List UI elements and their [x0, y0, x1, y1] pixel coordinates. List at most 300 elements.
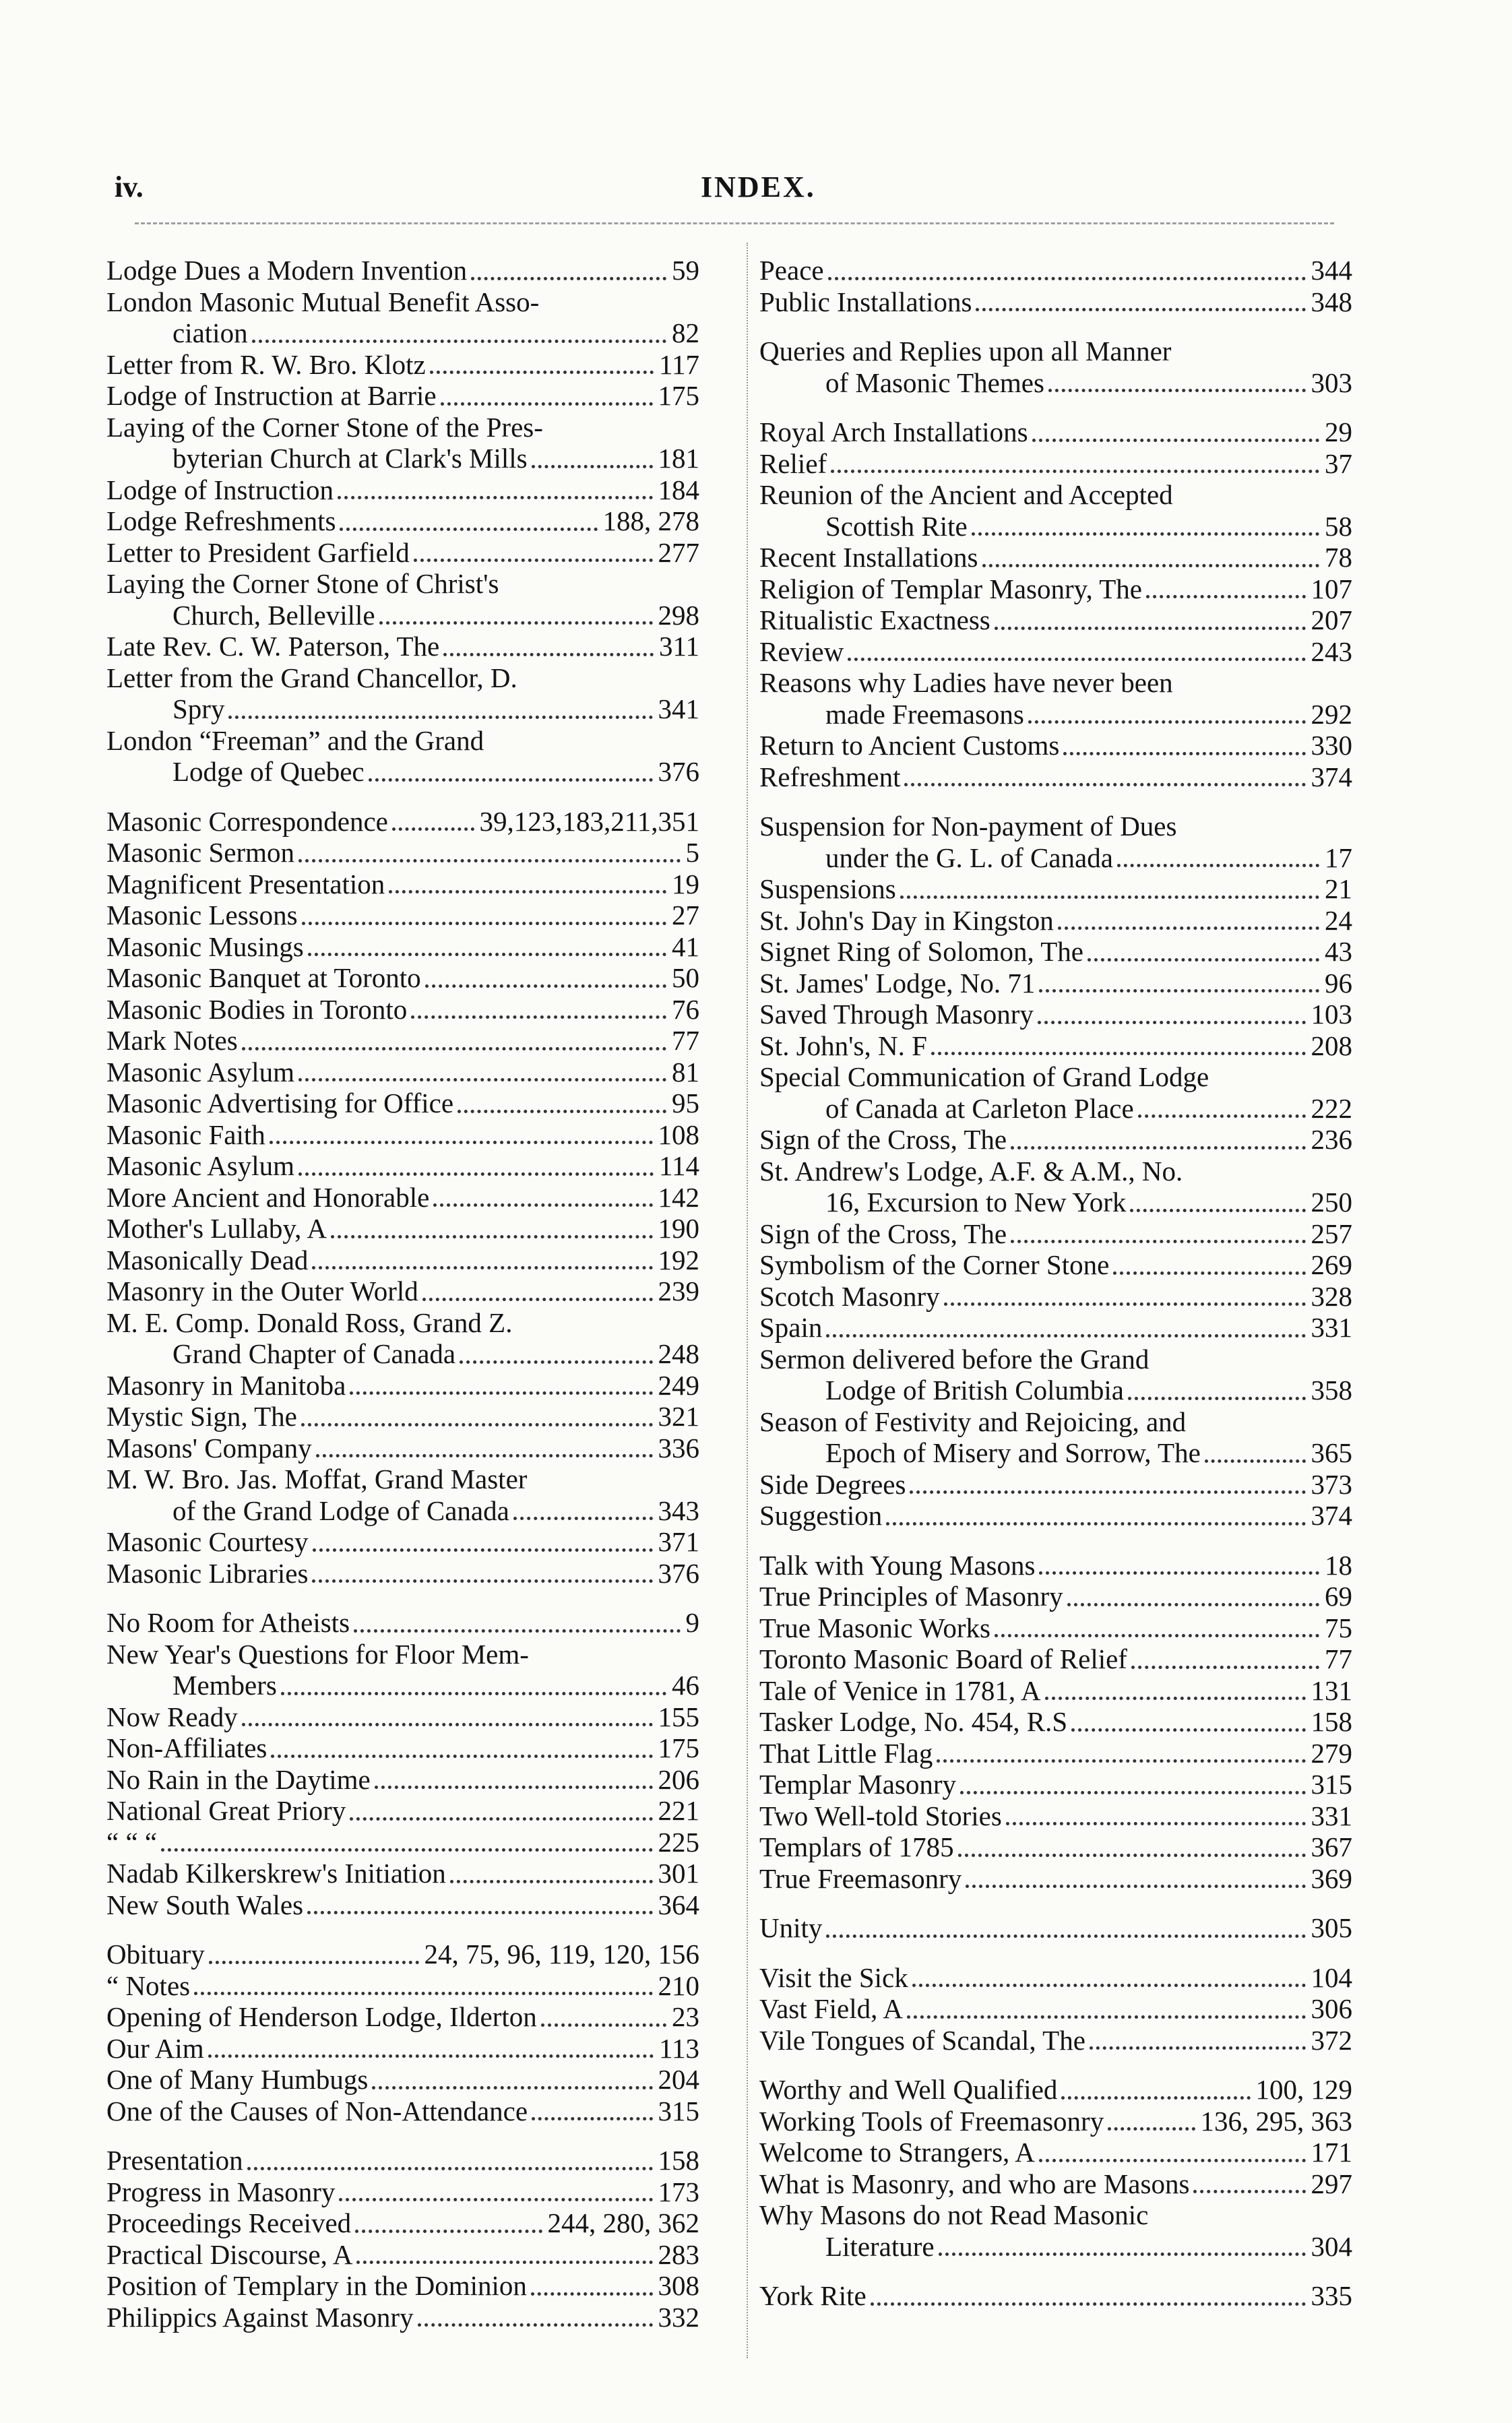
index-entry [759, 1706, 1352, 1738]
index-entry [106, 2064, 699, 2096]
dot-leader [960, 1784, 1305, 1794]
entry-page: 207 [1311, 604, 1352, 635]
entry-page: 100, 129 [1255, 2074, 1352, 2105]
index-entry [759, 1738, 1352, 1769]
index-entry [106, 806, 699, 838]
index-entry-continuation [759, 367, 1352, 399]
entry-page: 332 [658, 2301, 699, 2333]
index-entry [759, 1469, 1352, 1501]
entry-page: 344 [1311, 255, 1352, 286]
entry-page: 39,123,183,211,351 [479, 805, 699, 837]
dot-leader [1138, 1108, 1306, 1118]
index-entry [759, 2137, 1352, 2168]
entry-title: Sign of the Cross, The [759, 1218, 1007, 1249]
index-entry [759, 1344, 1352, 1375]
dot-leader [910, 1484, 1305, 1494]
index-entry [759, 1249, 1352, 1281]
entry-title: Unity [759, 1912, 823, 1943]
dot-leader [532, 2110, 652, 2120]
index-entry [759, 573, 1352, 605]
dot-leader [450, 1873, 653, 1883]
index-entry [759, 636, 1352, 668]
dot-leader [312, 1259, 652, 1269]
dot-leader [1117, 857, 1319, 867]
dot-leader [271, 1748, 652, 1758]
entry-page: 236 [1311, 1124, 1352, 1155]
index-entry [759, 336, 1352, 367]
index-entry [106, 1701, 699, 1733]
index-group [759, 811, 1352, 1532]
dot-leader [826, 1928, 1305, 1938]
entry-title: Masonic Sermon [106, 837, 294, 868]
index-entry [106, 1970, 699, 2002]
entry-title: Tasker Lodge, No. 454, R.S [759, 1706, 1068, 1737]
entry-title: 16, Excursion to New York [825, 1187, 1127, 1218]
index-entry [759, 286, 1352, 318]
entry-page: 297 [1311, 2168, 1352, 2199]
entry-page: 250 [1311, 1187, 1352, 1218]
entry-title: Masonic Asylum [106, 1056, 295, 1088]
entry-title: Obituary [106, 1939, 205, 1970]
index-entry-continuation [759, 511, 1352, 542]
dot-leader [931, 1045, 1306, 1055]
entry-title: Suspensions [759, 873, 896, 904]
entry-title: Season of Festivity and Rejoicing, and [759, 1406, 1187, 1437]
index-entry [759, 1406, 1352, 1438]
dot-leader [886, 1515, 1305, 1525]
entry-page: 81 [672, 1056, 699, 1088]
dot-leader [1048, 382, 1306, 392]
header-rule [135, 222, 1334, 224]
index-entry [106, 2145, 699, 2176]
entry-title: byterian Church at Clark's Mills [172, 443, 528, 474]
entry-page: 306 [1311, 1993, 1352, 2024]
entry-title: Lodge Refreshments [106, 505, 336, 536]
entry-title: Saved Through Masonry [759, 999, 1034, 1030]
entry-page: 190 [658, 1213, 699, 1244]
entry-title: Welcome to Strangers, A [759, 2137, 1035, 2168]
entry-title: Talk with Young Masons [759, 1549, 1036, 1581]
entry-title: Masonic Advertising for Office [106, 1088, 454, 1119]
dot-leader [307, 1904, 652, 1914]
entry-page: 373 [1311, 1468, 1352, 1500]
entry-page: 184 [658, 474, 699, 505]
index-group [759, 255, 1352, 317]
entry-page: 239 [658, 1276, 699, 1307]
entry-title: M. W. Bro. Jas. Moffat, Grand Master [106, 1464, 528, 1494]
entry-title: Late Rev. C. W. Paterson, The [106, 631, 440, 662]
index-entry-continuation [106, 1495, 699, 1527]
index-entry [759, 1612, 1352, 1644]
dot-leader [1039, 1565, 1319, 1575]
index-entry [106, 2207, 699, 2239]
dot-leader [937, 1753, 1305, 1763]
index-entry [759, 999, 1352, 1030]
dot-leader [356, 2254, 652, 2264]
dot-leader [1193, 2183, 1305, 2193]
index-entry [759, 667, 1352, 699]
entry-page: 374 [1311, 761, 1352, 792]
entry-title: Laying the Corner Stone of Christ's [106, 568, 499, 599]
dot-leader [460, 1354, 652, 1364]
index-entry-continuation [106, 443, 699, 474]
index-entry [106, 1057, 699, 1088]
entry-page: 117 [659, 348, 699, 380]
entry-title: Literature [825, 2230, 935, 2262]
entry-title: Mystic Sign, The [106, 1401, 297, 1432]
dot-leader [1128, 1390, 1306, 1400]
dot-leader [340, 521, 597, 531]
dot-leader [1108, 2120, 1195, 2131]
entry-page: 77 [672, 1025, 699, 1056]
entry-page: 330 [1311, 730, 1352, 761]
index-entry [106, 286, 699, 318]
entry-page: 43 [1325, 936, 1352, 967]
index-entry [106, 931, 699, 963]
index-entry [106, 1213, 699, 1245]
dot-leader [242, 1040, 666, 1050]
index-entry [106, 2239, 699, 2271]
entry-title: Proceedings Received [106, 2207, 352, 2238]
entry-page: 69 [1325, 1581, 1352, 1612]
index-entry [759, 968, 1352, 999]
entry-page: 113 [659, 2032, 699, 2064]
entry-page: 76 [672, 993, 699, 1025]
entry-page: 257 [1311, 1218, 1352, 1249]
dot-leader [1058, 920, 1319, 930]
entry-title: Masonic Faith [106, 1119, 265, 1150]
dot-leader [338, 489, 652, 499]
entry-page: 23 [672, 2001, 699, 2032]
index-entry [106, 537, 699, 569]
dot-leader [1028, 714, 1306, 724]
index-entry-continuation [759, 1375, 1352, 1406]
dot-leader [422, 1291, 653, 1301]
index-entry [759, 479, 1352, 511]
dot-leader [1113, 1265, 1305, 1275]
index-column-left [106, 255, 699, 2351]
entry-title: Relief [759, 447, 827, 479]
entry-title: Working Tools of Freemasonry [759, 2105, 1104, 2137]
index-entry [106, 1889, 699, 1921]
index-entry [106, 2001, 699, 2033]
index-entry [106, 1607, 699, 1639]
entry-page: 192 [658, 1244, 699, 1276]
entry-page: 369 [1311, 1862, 1352, 1894]
entry-title: St. John's Day in Kingston [759, 904, 1054, 936]
entry-page: 222 [1311, 1092, 1352, 1124]
entry-title: Masonry in Manitoba [106, 1369, 346, 1401]
index-entry [106, 962, 699, 994]
entry-title: Progress in Masonry [106, 2176, 336, 2207]
index-group [106, 255, 699, 788]
entry-title: Recent Installations [759, 542, 978, 573]
dot-leader [1205, 1453, 1306, 1463]
entry-page: 95 [672, 1088, 699, 1119]
index-group [759, 1550, 1352, 1895]
index-entry-continuation [106, 600, 699, 631]
index-entry [106, 568, 699, 600]
dot-leader [1006, 1815, 1306, 1825]
dot-leader [1063, 745, 1305, 755]
index-entry [759, 1831, 1352, 1863]
entry-title: St. Andrew's Lodge, A.F. & A.M., No. [759, 1155, 1183, 1187]
index-entry [106, 1150, 699, 1182]
entry-title: Return to Ancient Customs [759, 730, 1060, 761]
entry-title: Grand Chapter of Canada [172, 1338, 456, 1369]
entry-title: of Masonic Themes [825, 367, 1044, 398]
entry-title: Lodge of British Columbia [825, 1375, 1124, 1406]
index-entry [759, 1581, 1352, 1612]
entry-page: 248 [658, 1338, 699, 1369]
index-entry [759, 1912, 1352, 1944]
entry-title: Position of Templary in the Dominion [106, 2270, 527, 2301]
entry-title: Philippics Against Masonry [106, 2301, 414, 2333]
dot-leader [471, 270, 666, 280]
entry-title: Letter to President Garfield [106, 536, 410, 568]
index-entry-continuation [106, 693, 699, 725]
entry-page: 249 [658, 1369, 699, 1401]
entry-page: 292 [1311, 698, 1352, 730]
entry-title: “ “ “ [106, 1826, 158, 1858]
index-entry-continuation [759, 1437, 1352, 1469]
entry-title: made Freemasons [825, 698, 1024, 730]
index-entry [759, 1643, 1352, 1675]
index-entry [106, 1858, 699, 1889]
dot-leader [298, 1071, 666, 1081]
entry-page: 283 [658, 2238, 699, 2270]
entry-page: 59 [672, 255, 699, 286]
entry-page: 358 [1311, 1375, 1352, 1406]
index-entry-continuation [106, 1338, 699, 1370]
entry-page: 58 [1325, 510, 1352, 542]
entry-title: Templars of 1785 [759, 1831, 954, 1862]
entry-title: Church, Belleville [172, 599, 375, 631]
index-entry [759, 2106, 1352, 2137]
entry-page: 221 [658, 1795, 699, 1826]
entry-page: 131 [1311, 1674, 1352, 1706]
dot-leader [316, 1447, 653, 1457]
dot-leader [298, 852, 681, 862]
entry-page: 304 [1311, 2230, 1352, 2262]
dot-leader [350, 1385, 652, 1395]
entry-page: 9 [685, 1607, 699, 1638]
index-group [106, 1939, 699, 2127]
entry-page: 279 [1311, 1737, 1352, 1769]
entry-title: Spry [172, 693, 225, 724]
entry-page: 104 [1311, 1961, 1352, 1993]
entry-page: 17 [1325, 842, 1352, 873]
entry-title: Masonic Libraries [106, 1557, 309, 1589]
entry-page: 365 [1311, 1437, 1352, 1468]
entry-page: 103 [1311, 999, 1352, 1030]
entry-title: No Rain in the Daytime [106, 1763, 371, 1795]
entry-title: New South Wales [106, 1889, 304, 1920]
entry-title: True Principles of Masonry [759, 1581, 1063, 1612]
entry-page: 311 [659, 631, 699, 662]
entry-page: 305 [1311, 1912, 1352, 1943]
dot-leader [1038, 1014, 1306, 1024]
entry-title: No Room for Atheists [106, 1607, 350, 1638]
entry-page: 269 [1311, 1249, 1352, 1280]
index-entry [759, 1550, 1352, 1581]
entry-page: 158 [1311, 1706, 1352, 1737]
dot-leader [242, 1716, 653, 1726]
dot-leader [831, 463, 1319, 473]
entry-page: 374 [1311, 1500, 1352, 1531]
entry-page: 321 [658, 1401, 699, 1432]
index-entry [759, 1993, 1352, 2025]
index-entry-continuation [759, 2231, 1352, 2263]
index-entry [106, 1119, 699, 1151]
entry-title: Lodge of Instruction [106, 474, 334, 505]
dot-leader [375, 1779, 653, 1789]
dot-leader [1039, 2152, 1306, 2162]
dot-leader [281, 1685, 666, 1695]
entry-title: Members [172, 1670, 277, 1701]
dot-leader [944, 1296, 1306, 1306]
dot-leader [339, 2191, 652, 2201]
dot-leader [1039, 982, 1319, 993]
dot-leader [1088, 951, 1319, 962]
entry-title: New Year's Questions for Floor Mem- [106, 1638, 529, 1670]
index-entry [106, 1795, 699, 1827]
entry-title: of the Grand Lodge of Canada [172, 1494, 509, 1526]
entry-title: That Little Flag [759, 1737, 933, 1769]
index-entry [106, 1182, 699, 1214]
index-entry [759, 936, 1352, 968]
index-group [759, 336, 1352, 398]
index-entry [106, 2033, 699, 2065]
entry-title: Laying of the Corner Stone of the Pres- [106, 411, 543, 443]
entry-title: York Rite [759, 2280, 867, 2311]
entry-title: Lodge of Instruction at Barrie [106, 380, 437, 411]
entry-title: Masonic Courtesy [106, 1526, 309, 1557]
index-entry [106, 1526, 699, 1558]
dot-leader [541, 2017, 666, 2027]
index-entry [759, 2280, 1352, 2312]
entry-title: Why Masons do not Read Masonic [759, 2199, 1149, 2230]
dot-leader [270, 1134, 653, 1144]
index-entry [106, 255, 699, 286]
dot-leader [531, 2286, 653, 2296]
dot-leader [301, 1416, 653, 1426]
entry-title: Masonic Musings [106, 931, 304, 962]
dot-leader [995, 1627, 1319, 1637]
dot-leader [458, 1103, 666, 1113]
entry-title: Signet Ring of Solomon, The [759, 936, 1084, 967]
dot-leader [1032, 432, 1319, 442]
entry-page: 315 [1311, 1769, 1352, 1800]
entry-page: 303 [1311, 367, 1352, 398]
entry-title: St. James' Lodge, No. 71 [759, 967, 1036, 999]
index-entry [759, 1124, 1352, 1156]
dot-leader [871, 2296, 1306, 2306]
index-entry [759, 1500, 1352, 1532]
entry-title: Sign of the Cross, The [759, 1124, 1007, 1155]
dot-leader [418, 2317, 653, 2327]
index-entry [106, 1370, 699, 1402]
entry-page: 155 [658, 1701, 699, 1732]
dot-leader [379, 615, 653, 625]
index-group [759, 416, 1352, 792]
entry-title: Masonry in the Outer World [106, 1276, 418, 1307]
entry-title: Epoch of Misery and Sorrow, The [825, 1437, 1201, 1468]
entry-page: 376 [658, 756, 699, 787]
dot-leader [958, 1847, 1306, 1857]
entry-title: Review [759, 635, 844, 667]
index-entry-continuation [759, 1093, 1352, 1125]
index-entry [106, 631, 699, 662]
index-entry [759, 416, 1352, 448]
entry-page: 331 [1311, 1800, 1352, 1831]
dot-leader [966, 1878, 1305, 1888]
entry-title: Special Communication of Grand Lodge [759, 1061, 1209, 1092]
entry-page: 107 [1311, 573, 1352, 604]
entry-title: Lodge Dues a Modern Invention [106, 255, 468, 286]
dot-leader [372, 2079, 652, 2089]
dot-leader [298, 1166, 654, 1176]
entry-title: Tale of Venice in 1781, A [759, 1674, 1041, 1706]
entry-title: Peace [759, 255, 824, 286]
index-entry-continuation [759, 842, 1352, 874]
index-entry-continuation [759, 1187, 1352, 1218]
dot-leader [209, 1954, 419, 1964]
entry-page: 37 [1325, 447, 1352, 479]
index-entry [759, 1800, 1352, 1832]
index-entry [759, 255, 1352, 286]
index-entry [106, 1401, 699, 1433]
index-entry [759, 2199, 1352, 2231]
index-entry [759, 905, 1352, 937]
entry-title: of Canada at Carleton Place [825, 1092, 1134, 1124]
entry-page: 372 [1311, 2024, 1352, 2056]
entry-title: Our Aim [106, 2032, 204, 2064]
entry-title: Visit the Sick [759, 1961, 908, 1993]
index-entry [106, 505, 699, 537]
entry-page: 75 [1325, 1612, 1352, 1643]
index-column-right [759, 255, 1352, 2330]
dot-leader [425, 978, 666, 988]
index-entry-continuation [106, 317, 699, 349]
entry-page: 301 [658, 1858, 699, 1889]
entry-page: 243 [1311, 635, 1352, 667]
page-header [115, 170, 1381, 210]
index-entry [759, 1281, 1352, 1313]
entry-page: 50 [672, 962, 699, 993]
index-entry [759, 811, 1352, 842]
dot-leader [443, 646, 654, 656]
index-entry-continuation [106, 756, 699, 788]
entry-page: 341 [658, 693, 699, 724]
dot-leader [982, 557, 1320, 567]
index-entry [106, 1025, 699, 1057]
entry-page: 181 [658, 443, 699, 474]
entry-title: Royal Arch Installations [759, 416, 1028, 447]
dot-leader [1090, 2040, 1306, 2050]
dot-leader [532, 458, 653, 468]
dot-leader [247, 2160, 653, 2170]
dot-leader [389, 883, 666, 893]
index-group [106, 2145, 699, 2333]
dot-leader [1011, 1139, 1305, 1150]
entry-page: 21 [1325, 873, 1352, 904]
entry-title: Letter from the Grand Chancellor, D. [106, 662, 517, 693]
dot-leader [411, 1009, 666, 1019]
entry-page: 18 [1325, 1549, 1352, 1581]
entry-title: ciation [172, 317, 248, 348]
entry-title: True Freemasonry [759, 1862, 962, 1894]
